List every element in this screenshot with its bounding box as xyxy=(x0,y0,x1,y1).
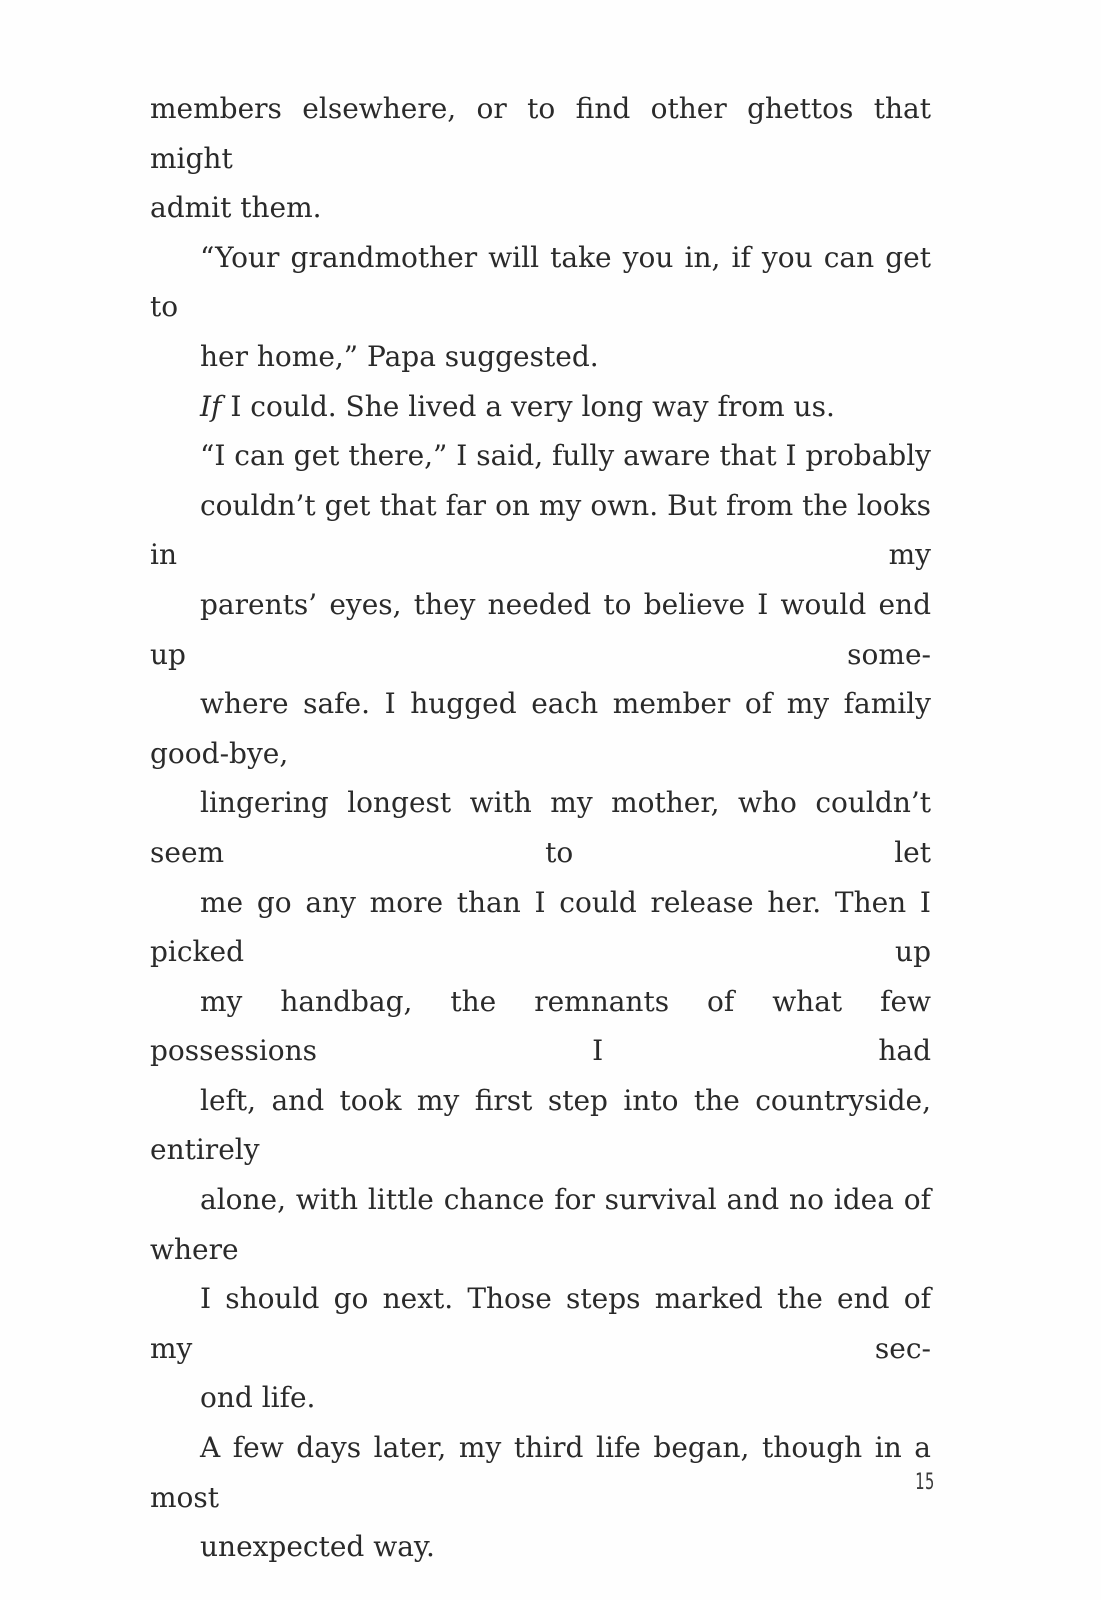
text-line: A few days later, my third life began, though in a most xyxy=(150,1431,931,1514)
paragraph-4 xyxy=(150,431,931,1423)
italic-word: If xyxy=(200,389,222,423)
text-line: left, and took my first step into the countryside, entirely xyxy=(150,1083,931,1167)
text-line: me go any more than I could release her. Then I picked up xyxy=(150,885,931,969)
text-line: her home,” Papa suggested. xyxy=(200,339,599,373)
text-line: couldn’t get that far on my own. But from the looks in my xyxy=(150,488,931,572)
text-line: members elsewhere, or to find other ghettos that might xyxy=(150,92,931,175)
text-line: alone, with little chance for survival and no idea of where xyxy=(150,1183,931,1266)
paragraph-1 xyxy=(150,84,931,233)
text-line: parents’ eyes, they needed to believe I would end up some- xyxy=(150,587,931,671)
text-line: ond life. xyxy=(200,1381,316,1415)
text-line: admit them. xyxy=(150,191,322,225)
text-line: where safe. I hugged each member of my family good-bye, xyxy=(150,687,931,770)
text-line: unexpected way. xyxy=(200,1530,435,1564)
text-line: my handbag, the remnants of what few possessions I had xyxy=(150,984,931,1068)
text-fragment: I could. She lived a very long way from us. xyxy=(221,389,835,423)
text-line: “Your grandmother will take you in, if you can get to xyxy=(150,240,931,324)
text-line xyxy=(150,382,931,432)
paragraph-3 xyxy=(150,382,931,432)
paragraph-5 xyxy=(150,1423,931,1572)
page-number: 15 xyxy=(915,1470,935,1495)
body-text xyxy=(150,84,931,1572)
text-line: I should go next. Those steps marked the end of my sec- xyxy=(150,1282,931,1365)
text-line: “I can get there,” I said, fully aware that I probably xyxy=(200,439,931,473)
text-line: lingering longest with my mother, who couldn’t seem to let xyxy=(150,786,931,869)
paragraph-2 xyxy=(150,233,931,382)
